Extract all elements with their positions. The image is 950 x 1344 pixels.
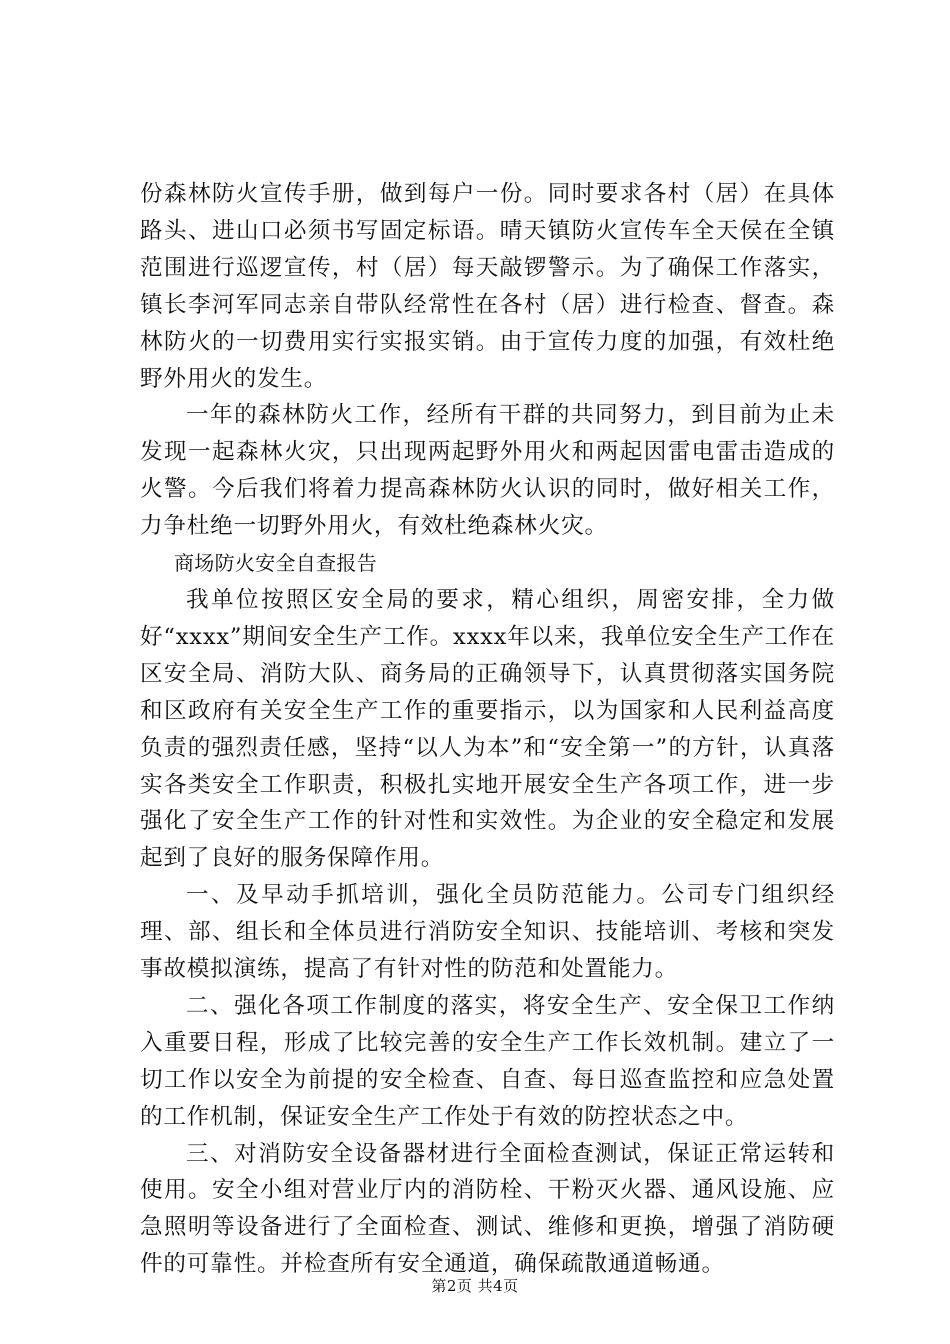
paragraph-3: 我单位按照区安全局的要求，精心组织，周密安排，全力做好“xxxx”期间安全生产工作。xxxx年以来，我单位安全生产工作在区安全局、消防大队、商务局的正确领导下，认真贯彻落实国务院和区政府有关安全生产工作的重要指示，以为国家和人民利益高度负责的强烈责任感，坚持“以人为本”和“安全第一”的方针，认真落实各类安全工作职责，积极扎实地开展安全生产各项工作，进一步强化了安全生产工作的针对性和实效性。为企业的安全稳定和发展起到了良好的服务保障作用。	[140, 586, 835, 872]
paragraph-2: 一年的森林防火工作，经所有干群的共同努力，到目前为止未发现一起森林火灾，只出现两起野外用火和两起因雷电雷击造成的火警。今后我们将着力提高森林防火认识的同时，做好相关工作，力争杜绝一切野外用火，有效杜绝森林火灾。	[140, 402, 835, 540]
paragraph-4: 一、及早动手抓培训，强化全员防范能力。公司专门组织经理、部、组长和全体员进行消防安全知识、技能培训、考核和突发事故模拟演练，提高了有针对性的防范和处置能力。	[140, 882, 835, 983]
section-heading: 商场防火安全自查报告	[174, 551, 377, 576]
paragraph-6: 三、对消防安全设备器材进行全面检查测试，保证正常运转和使用。安全小组对营业厅内的消防栓、干粉灭火器、通风设施、应急照明等设备进行了全面检查、测试、维修和更换，增强了消防硬件的可靠性。并检查所有安全通道，确保疏散通道畅通。	[140, 1140, 835, 1278]
paragraph-1: 份森林防火宣传手册，做到每户一份。同时要求各村（居）在具体路头、进山口必须书写固定标语。晴天镇防火宣传车全天侯在全镇范围进行巡逻宣传，村（居）每天敲锣警示。为了确保工作落实，镇长李河军同志亲自带队经常性在各村（居）进行检查、督查。森林防火的一切费用实行实报实销。由于宣传力度的加强，有效杜绝野外用火的发生。	[140, 181, 835, 392]
page-number-footer: 第2页 共4页	[431, 1277, 519, 1295]
paragraph-5: 二、强化各项工作制度的落实，将安全生产、安全保卫工作纳入重要日程，形成了比较完善的安全生产工作长效机制。建立了一切工作以安全为前提的安全检查、自查、每日巡查监控和应急处置的工作机制，保证安全生产工作处于有效的防控状态之中。	[140, 992, 835, 1130]
document-body	[140, 176, 835, 1283]
